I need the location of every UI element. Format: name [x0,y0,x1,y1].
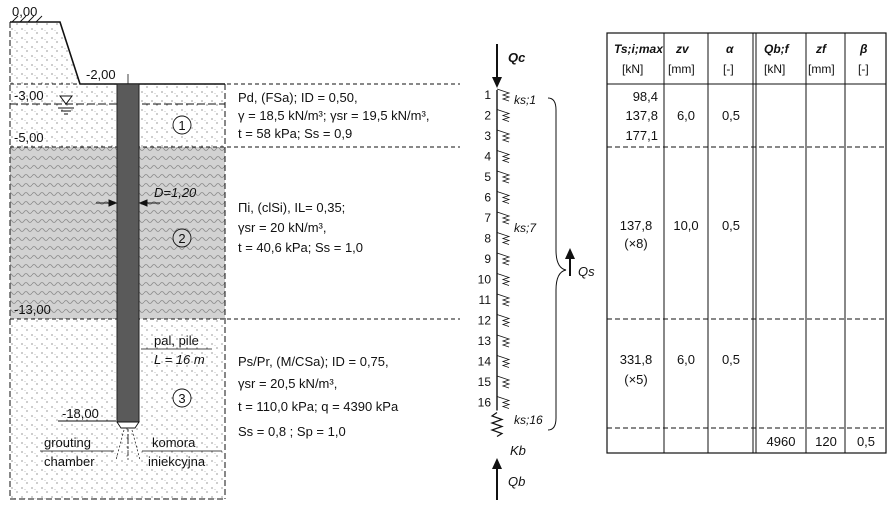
level-layer2-bottom: -13,00 [14,302,51,317]
spring-model [478,44,595,500]
level-water: -3,00 [14,88,44,103]
top-load-label: Qc [508,50,526,65]
node-number: 9 [484,252,491,266]
svg-text:3: 3 [178,391,186,406]
shaft-spring [497,151,509,163]
k-label-16: ks;16 [514,413,543,427]
layer-2-marker [173,229,191,247]
node-number: 8 [484,231,491,246]
unit-zv: [mm] [668,62,695,76]
row1-alpha: 0,5 [721,108,741,123]
base-spring [492,413,502,437]
shaft-spring [497,315,509,327]
row1-zv: 6,0 [676,108,696,123]
row4-beta: 0,5 [856,434,876,449]
bottom-load-arrow [492,458,502,469]
unit-qbf: [kN] [764,62,786,76]
row1-t2: 137,8 [625,108,658,123]
node-number: 1 [484,88,491,102]
header-beta: β [860,42,868,56]
unit-zf: [mm] [808,62,835,76]
shaft-spring [497,294,509,306]
shaft-load-label: Qs [578,264,595,279]
unit-alpha: [-] [723,62,734,76]
row1-t1: 98,4 [632,89,658,104]
level-excavation: -2,00 [86,67,116,82]
header-zv: zv [676,42,689,56]
shaft-spring [497,171,509,183]
node-number: 12 [477,313,491,328]
pile-shaft [117,84,139,422]
layer3-line4: Ss = 0,8 ; Sp = 1,0 [238,424,346,439]
shaft-spring [497,212,509,224]
level-ground: 0,00 [12,4,38,19]
layer2-line1: Πi, (clSi), IL= 0,35; [238,200,346,215]
shaft-bracket [548,98,566,430]
layer-1-marker [173,116,191,134]
shaft-load-arrow [565,248,575,259]
shaft-spring [497,335,509,347]
shaft-spring [497,356,509,368]
unit-tsimax: [kN] [622,62,644,76]
grouting-en-1: grouting [44,435,91,450]
row2-alpha: 0,5 [721,218,741,233]
row3-alpha: 0,5 [721,352,741,367]
row4-qbf: 4960 [766,434,796,449]
row3-zv: 6,0 [676,352,696,367]
node-number: 11 [478,293,491,307]
layer3-line2: γsr = 20,5 kN/m³, [238,376,338,391]
layer-3-marker [173,389,191,407]
row2-mult: (×8) [624,236,648,251]
shaft-spring [497,110,509,122]
header-tsimax: Ts;i;max [614,42,663,56]
soil-profile [10,4,460,499]
header-zf: zf [816,42,826,56]
svg-text:2: 2 [178,231,186,246]
level-pile-tip: -18,00 [62,406,99,421]
base-spring-label: Kb [510,443,526,458]
k-label-1: ks;1 [514,93,537,107]
svg-text:1: 1 [178,118,186,133]
k-label-7: ks;7 [514,221,537,235]
shaft-spring [497,397,509,409]
layer1-line3: t = 58 kPa; Ss = 0,9 [238,126,353,141]
node-number: 16 [477,395,491,410]
node-number: 4 [484,149,491,164]
parameter-table [607,33,886,453]
node-number: 14 [477,354,491,369]
layer1-line2: γ = 18,5 kN/m³; γsr = 19,5 kN/m³, [238,108,430,123]
level-layer1-bottom: -5,00 [14,130,44,145]
shaft-spring [497,192,509,204]
layer2-line2: γsr = 20 kN/m³, [238,220,327,235]
top-load-arrow [492,77,502,88]
shaft-spring [497,274,509,286]
header-qbf: Qb;f [764,42,789,56]
header-alpha: α [726,42,734,56]
shaft-spring [497,130,509,142]
layer3-line1: Ps/Pr, (M/CSa); ID = 0,75, [238,354,389,369]
shaft-spring [497,376,509,388]
row4-zf: 120 [815,434,837,449]
grouting-pl-1: komora [152,435,196,450]
node-number: 3 [484,129,491,143]
node-number: 2 [484,108,491,123]
unit-beta: [-] [858,62,869,76]
grouting-en-2: chamber [44,454,95,469]
row1-t3: 177,1 [625,128,658,143]
row3-mult: (×5) [624,372,648,387]
node-number: 7 [484,211,491,225]
grouting-chamber [117,422,139,428]
grouting-pl-2: iniekcyjna [148,454,206,469]
node-number: 6 [484,190,491,205]
row2-t: 137,8 [619,218,653,233]
shaft-spring [497,233,509,245]
layer-descriptions [238,90,429,439]
layer2-line3: t = 40,6 kPa; Ss = 1,0 [238,240,364,255]
node-number: 13 [477,334,491,348]
node-number: 5 [484,170,491,184]
node-number: 15 [477,375,491,389]
layer1-line1: Pd, (FSa); ID = 0,50, [238,90,358,105]
pile-name-label: pal, pile [154,333,199,348]
layer3-line3: t = 110,0 kPa; q = 4390 kPa [238,399,399,414]
bottom-load-label: Qb [508,474,526,489]
shaft-spring [497,89,509,101]
pile-length-label: L = 16 m [154,352,205,367]
shaft-spring [497,253,509,265]
row3-t: 331,8 [619,352,653,367]
row2-zv: 10,0 [673,218,699,233]
node-number: 10 [477,272,491,287]
pile-diameter-label: D=1,20 [154,185,197,200]
